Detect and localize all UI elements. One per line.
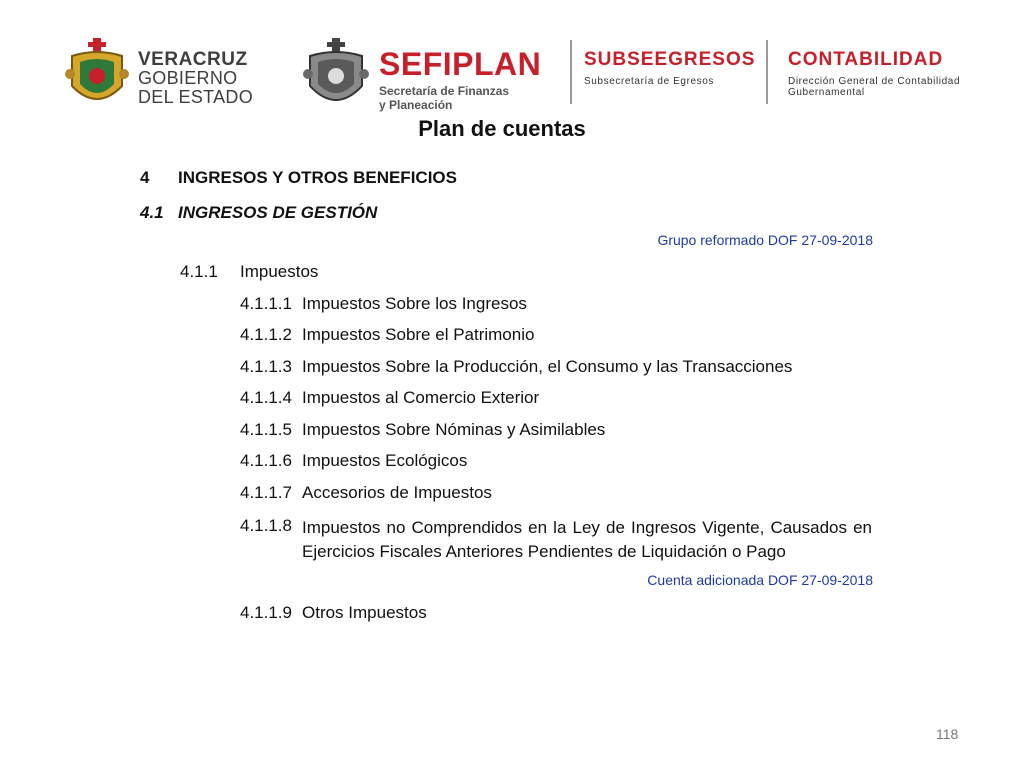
subgroup-number: 4.1 (140, 203, 164, 222)
veracruz-line2: GOBIERNO (138, 68, 238, 88)
contabilidad-sub2: Gubernamental (788, 87, 865, 98)
group-reform-note: Grupo reformado DOF 27-09-2018 (657, 232, 873, 248)
veracruz-wordmark (138, 50, 253, 107)
sefiplan-title: SEFIPLAN (379, 46, 542, 82)
contabilidad-wordmark (788, 50, 960, 98)
sefiplan-wordmark (379, 48, 541, 112)
cuenta-label: Impuestos Ecológicos (302, 451, 468, 470)
cuenta-label: Impuestos Sobre los Ingresos (302, 294, 527, 313)
cuenta-number: 4.1.1.9 (240, 603, 292, 622)
group-number: 4 (140, 168, 150, 187)
account-added-note: Cuenta adicionada DOF 27-09-2018 (647, 572, 873, 588)
header-divider (766, 40, 768, 104)
group-label: INGRESOS Y OTROS BENEFICIOS (178, 168, 457, 187)
cuenta-number: 4.1.1.7 (240, 483, 292, 502)
page-title: Plan de cuentas (418, 116, 586, 141)
subseegresos-wordmark (584, 50, 755, 87)
cuenta-label: Impuestos al Comercio Exterior (302, 388, 540, 407)
cuenta-label: Otros Impuestos (302, 603, 427, 622)
veracruz-line3: DEL ESTADO (138, 87, 254, 107)
subgroup-label: INGRESOS DE GESTIÓN (178, 203, 378, 222)
cuenta-number: 4.1.1.5 (240, 420, 292, 439)
header-logos (0, 0, 1024, 118)
cuenta-number: 4.1.1.3 (240, 357, 292, 376)
cuenta-number: 4.1.1.8 (240, 516, 292, 535)
sefiplan-sub2: y Planeación (379, 98, 453, 112)
veracruz-seal-icon (64, 38, 130, 112)
cuenta-label: Impuestos Sobre el Patrimonio (302, 325, 535, 344)
cuenta-number: 4.1.1.1 (240, 294, 292, 313)
sefiplan-seal-icon (302, 38, 370, 114)
cuenta-label-long: Impuestos no Comprendidos en la Ley de Ingresos Vigente, Causados en Ejercicios Fiscales Anteriores Pendientes de Liquidación o Pago (302, 518, 872, 561)
cuenta-number: 4.1.1.6 (240, 451, 292, 470)
contabilidad-title: CONTABILIDAD (788, 49, 944, 70)
rubro-number: 4.1.1 (180, 262, 218, 281)
cuenta-label: Impuestos Sobre la Producción, el Consumo y las Transacciones (302, 357, 793, 376)
rubro-label: Impuestos (240, 262, 319, 281)
cuenta-number: 4.1.1.2 (240, 325, 292, 344)
subseegresos-sub: Subsecretaría de Egresos (584, 76, 715, 87)
cuenta-label: Impuestos Sobre Nóminas y Asimilables (302, 420, 606, 439)
cuenta-number: 4.1.1.4 (240, 388, 292, 407)
cuenta-label: Accesorios de Impuestos (302, 483, 492, 502)
header-divider (570, 40, 572, 104)
sefiplan-sub1: Secretaría de Finanzas (379, 84, 510, 98)
subseegresos-title: SUBSEEGRESOS (584, 49, 756, 70)
veracruz-line1: VERACRUZ (138, 49, 248, 70)
page-number: 118 (936, 726, 959, 742)
contabilidad-sub1: Dirección General de Contabilidad (788, 76, 961, 87)
